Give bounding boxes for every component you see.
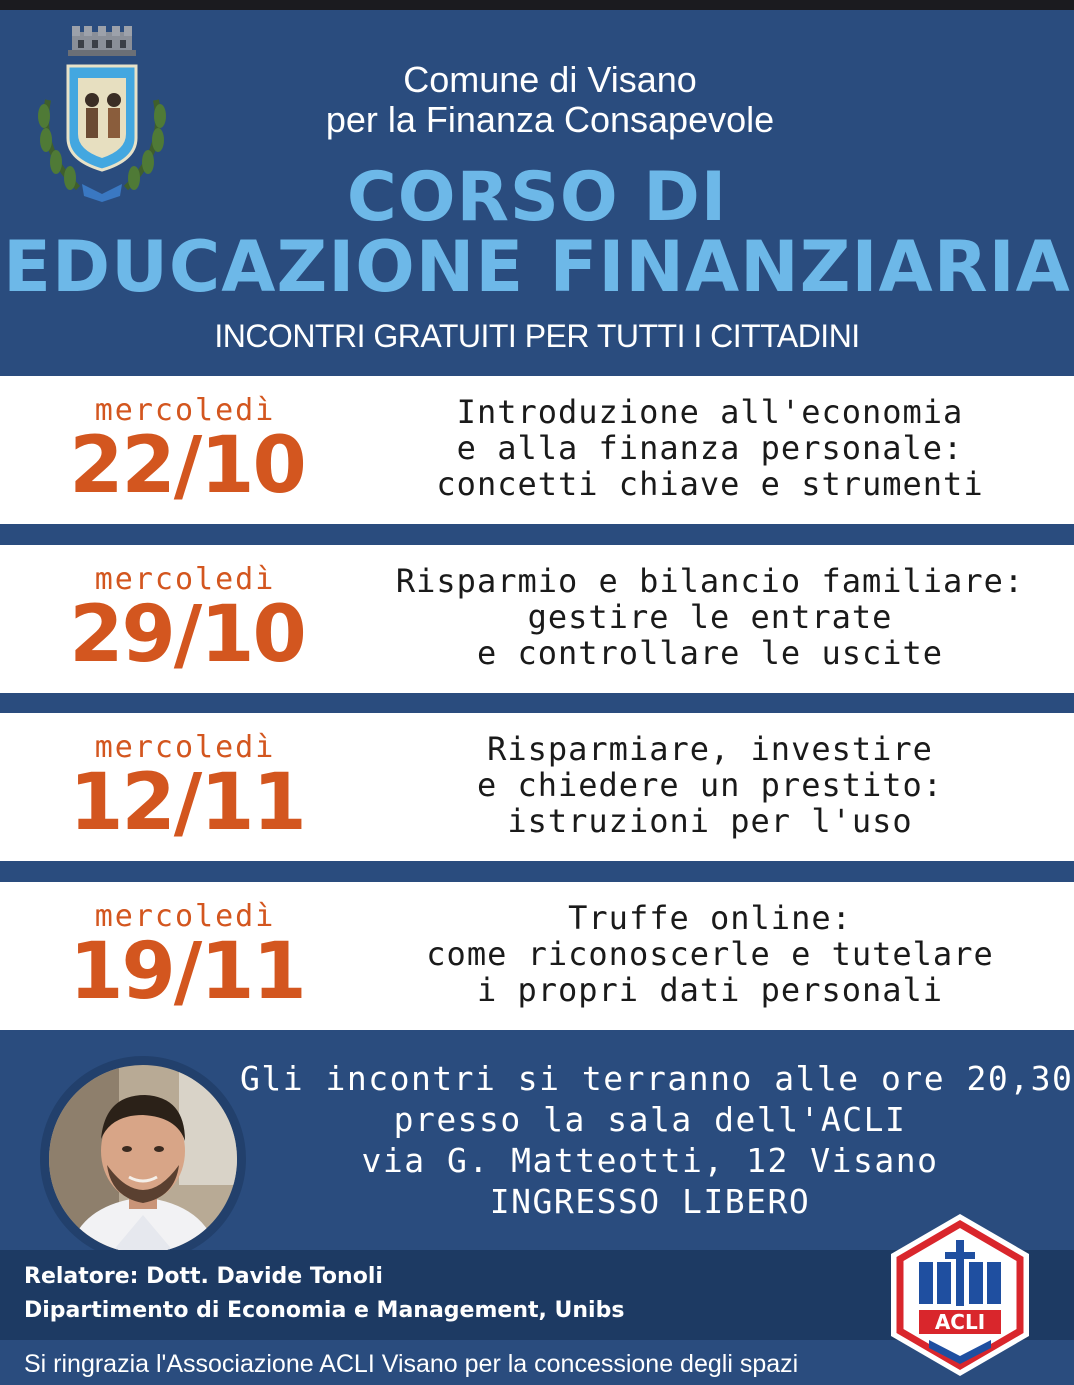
acknowledgement: Si ringrazia l'Associazione ACLI Visano per la concessione degli spazi <box>24 1350 799 1378</box>
session-description-line: i propri dati personali <box>476 971 944 1009</box>
event-info <box>240 1058 1074 1222</box>
course-subtitle: INCONTRI GRATUITI PER TUTTI I CITTADINI <box>214 318 860 354</box>
course-title-line2: EDUCAZIONE FINANZIARIA <box>3 226 1071 308</box>
session-date: 19/11 <box>69 927 305 1017</box>
session-card <box>0 545 1074 693</box>
session-card <box>0 882 1074 1030</box>
session-description-line: concetti chiave e strumenti <box>436 465 984 503</box>
session-description-line: e chiedere un prestito: <box>476 766 944 804</box>
event-entry: INGRESSO LIBERO <box>489 1182 811 1221</box>
initiative-name: per la Finanza Consapevole <box>325 99 775 140</box>
course-title-line1: CORSO DI <box>346 158 728 237</box>
session-description-line: Introduzione all'economia <box>456 393 964 431</box>
top-border <box>0 0 1074 10</box>
session-description-line: e controllare le uscite <box>476 634 944 672</box>
session-description-line: istruzioni per l'uso <box>507 802 913 840</box>
session-card <box>0 376 1074 524</box>
session-weekday: mercoledì <box>94 730 276 765</box>
speaker-name: Relatore: Dott. Davide Tonoli <box>24 1264 383 1289</box>
session-weekday: mercoledì <box>94 562 276 597</box>
session-description-line: Risparmiare, investire <box>487 730 933 768</box>
speaker-department: Dipartimento di Economia e Management, Unibs <box>24 1298 625 1323</box>
session-card <box>0 713 1074 861</box>
session-weekday: mercoledì <box>94 899 276 934</box>
session-description-line: come riconoscerle e tutelare <box>426 935 994 973</box>
session-description <box>360 900 1060 1008</box>
comune-name: Comune di Visano <box>403 59 697 100</box>
session-description <box>360 563 1060 671</box>
session-description-line: Risparmio e bilancio familiare: <box>395 562 1025 600</box>
event-time: Gli incontri si terranno alle ore 20,30 <box>240 1059 1074 1098</box>
session-description <box>360 731 1060 839</box>
session-date: 22/10 <box>69 421 305 511</box>
session-description-line: e alla finanza personale: <box>456 429 964 467</box>
speaker-portrait-icon <box>49 1065 237 1253</box>
session-date: 29/10 <box>69 590 305 680</box>
event-address: via G. Matteotti, 12 Visano <box>361 1141 939 1180</box>
speaker-photo <box>40 1056 246 1262</box>
session-weekday: mercoledì <box>94 393 276 428</box>
session-description-line: Truffe online: <box>568 899 852 937</box>
session-description <box>360 394 1060 502</box>
event-venue: presso la sala dell'ACLI <box>393 1100 907 1139</box>
session-date: 12/11 <box>69 758 305 848</box>
acli-logo-icon <box>885 1210 1035 1380</box>
session-description-line: gestire le entrate <box>527 598 893 636</box>
acli-logo-text: ACLI <box>934 1310 986 1334</box>
